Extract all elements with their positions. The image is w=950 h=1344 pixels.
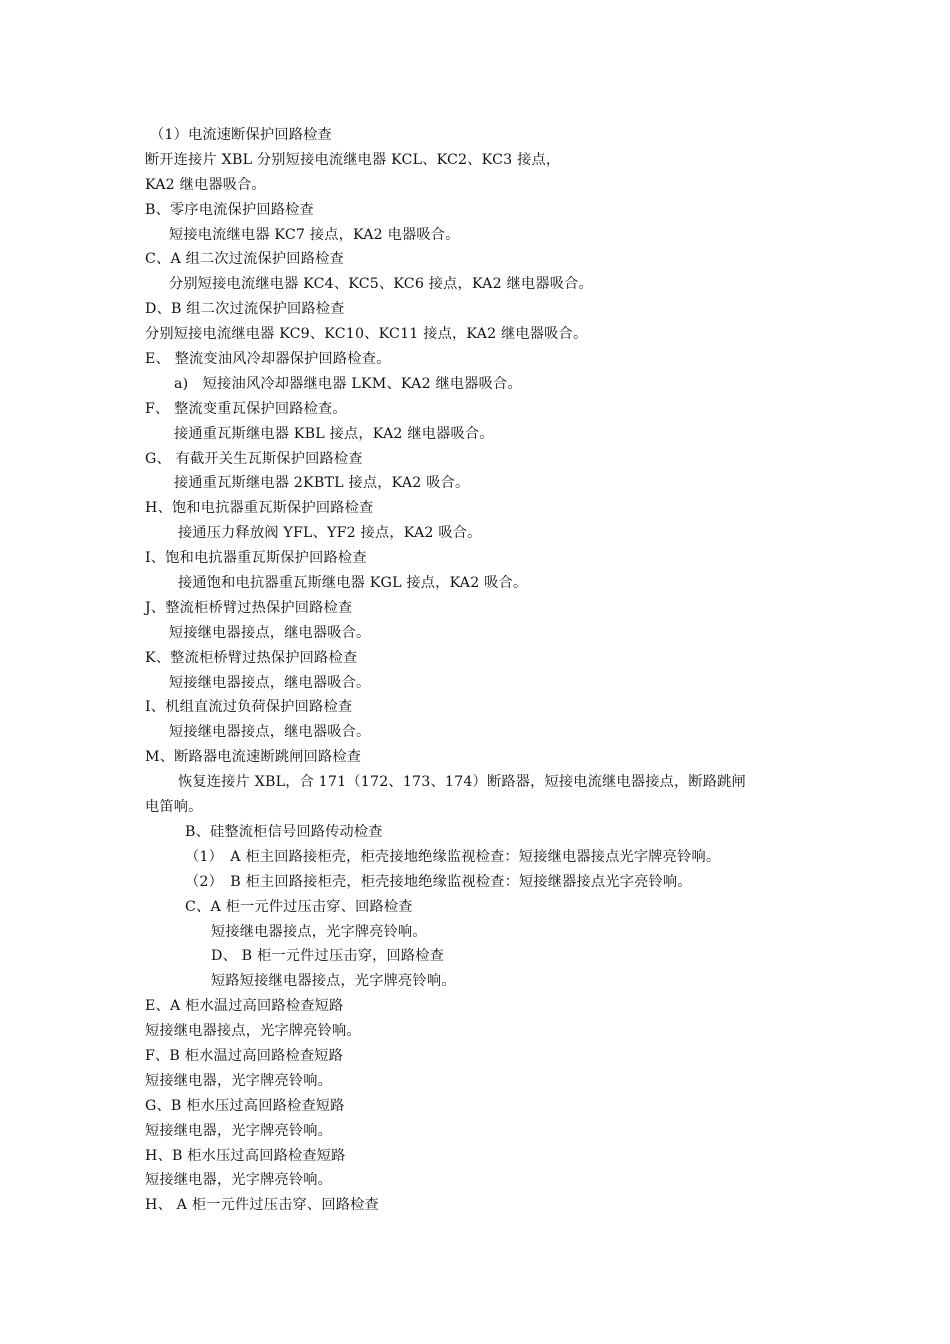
body-line: 接通重瓦斯继电器 2KBTL 接点，KA2 吸合。 <box>174 475 470 492</box>
section-heading: H、B 柜水压过高回路检查短路 <box>145 1147 346 1164</box>
section-heading: H、饱和电抗器重瓦斯保护回路检查 <box>145 500 374 517</box>
section-heading: G、B 柜水压过高回路检查短路 <box>145 1097 345 1114</box>
section-heading: K、整流柜桥臂过热保护回路检查 <box>145 649 358 666</box>
section-heading: C、A 组二次过流保护回路检查 <box>145 251 344 268</box>
body-line: 短接继电器，光字牌亮铃响。 <box>145 1172 333 1189</box>
section-heading: G、 有截开关生瓦斯保护回路检查 <box>145 450 363 467</box>
section-heading: B、零序电流保护回路检查 <box>145 201 314 218</box>
body-line: 短接电流继电器 KC7 接点，KA2 电器吸合。 <box>169 226 460 243</box>
section-heading: F、 整流变重瓦保护回路检查。 <box>145 400 347 417</box>
section-heading: C、A 柜一元件过压击穿、回路检查 <box>185 898 413 915</box>
body-line: a) 短接油风冷却器继电器 LKM、KA2 继电器吸合。 <box>174 375 522 392</box>
body-line: 分别短接电流继电器 KC4、KC5、KC6 接点，KA2 继电器吸合。 <box>169 276 593 293</box>
body-line: KA2 继电器吸合。 <box>145 176 266 193</box>
body-line: 短接继电器接点，继电器吸合。 <box>169 674 371 691</box>
section-heading: E、 整流变油风冷却器保护回路检查。 <box>145 351 391 368</box>
document-page <box>0 123 950 1218</box>
section-heading: F、B 柜水温过高回路检查短路 <box>145 1047 344 1064</box>
body-line: 短接继电器，光字牌亮铃响。 <box>145 1122 333 1139</box>
body-line: 接通饱和电抗器重瓦斯继电器 KGL 接点，KA2 吸合。 <box>178 575 528 592</box>
body-line: 恢复连接片 XBL，合 171（172、173、174）断路器，短接电流继电器接点，断路跳闸 <box>178 774 746 791</box>
section-heading: （1）电流速断保护回路检查 <box>150 127 332 143</box>
body-line: 短接继电器接点，光字牌亮铃响。 <box>145 1023 361 1040</box>
section-heading: J、整流柜桥臂过热保护回路检查 <box>145 599 353 616</box>
body-line: 断开连接片 XBL 分别短接电流继电器 KCL、KC2、KC3 接点， <box>145 151 561 168</box>
body-line: （2） B 柜主回路接柜壳，柜壳接地绝缘监视检查：短接继器接点光字亮铃响。 <box>185 873 692 890</box>
body-line: （1） A 柜主回路接柜壳，柜壳接地绝缘监视检查：短接继电器接点光字牌亮铃响。 <box>185 848 721 865</box>
body-line: 短路短接继电器接点，光字牌亮铃响。 <box>211 973 456 990</box>
section-heading: E、A 柜水温过高回路检查短路 <box>145 998 344 1015</box>
body-line: 分别短接电流继电器 KC9、KC10、KC11 接点，KA2 继电器吸合。 <box>145 326 588 343</box>
body-line: 电笛响。 <box>145 799 203 816</box>
section-heading: B、硅整流柜信号回路传动检查 <box>185 823 383 840</box>
section-heading: D、B 组二次过流保护回路检查 <box>145 301 345 318</box>
section-heading: M、断路器电流速断跳闸回路检查 <box>145 749 362 766</box>
section-heading: I、机组直流过负荷保护回路检查 <box>145 699 353 716</box>
body-line: 短接继电器接点，继电器吸合。 <box>169 724 371 741</box>
section-heading: I、饱和电抗器重瓦斯保护回路检查 <box>145 550 367 567</box>
body-line: 短接继电器接点，光字牌亮铃响。 <box>211 923 427 940</box>
body-line: 接通压力释放阀 YFL、YF2 接点，KA2 吸合。 <box>178 525 482 542</box>
section-heading: H、 A 柜一元件过压击穿、回路检查 <box>145 1197 379 1214</box>
body-line: 短接继电器接点，继电器吸合。 <box>169 624 371 641</box>
section-heading: D、 B 柜一元件过压击穿，回路检查 <box>211 948 445 965</box>
body-line: 短接继电器，光字牌亮铃响。 <box>145 1072 333 1089</box>
body-line: 接通重瓦斯继电器 KBL 接点，KA2 继电器吸合。 <box>174 425 494 442</box>
